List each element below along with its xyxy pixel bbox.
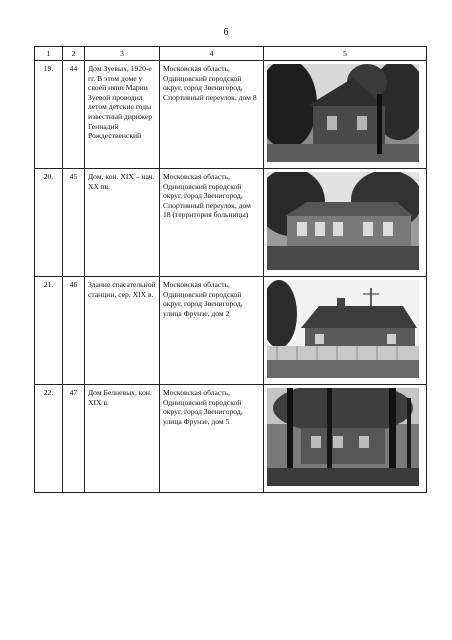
table-row [35, 277, 427, 385]
row-number: 22. [35, 385, 63, 493]
object-name: Здание спасательной станции, сер. XIX в. [85, 277, 160, 385]
house-photo [267, 172, 419, 270]
object-name: Дом Белневых, кон. XIX в. [85, 385, 160, 493]
house-photo [267, 388, 419, 486]
header-col-1: 1 [35, 47, 63, 61]
heritage-register-table [34, 46, 427, 493]
house-photo [267, 280, 419, 378]
row-number: 20. [35, 169, 63, 277]
header-col-4: 4 [160, 47, 264, 61]
object-id: 47 [63, 385, 85, 493]
object-address: Московская область, Одинцовский городской округ, город Звенигород, улица Фрунзе, дом 2 [160, 277, 264, 385]
table-row [35, 169, 427, 277]
object-address: Московская область, Одинцовский городской округ, город Звенигород, улица Фрунзе, дом 5 [160, 385, 264, 493]
page-number: 6 [223, 27, 229, 38]
house-photo [267, 64, 419, 162]
object-address: Московская область, Одинцовский городской округ, город Звенигород, Спортивный переулок, дом 8 [160, 61, 264, 169]
object-id: 45 [63, 169, 85, 277]
header-col-3: 3 [85, 47, 160, 61]
object-address: Московская область, Одинцовский городской округ, город Звенигород, Спортивный переулок, дом 18 (территория больницы) [160, 169, 264, 277]
object-name: Дом, кон. XIX – нач. XX вв. [85, 169, 160, 277]
table-row [35, 61, 427, 169]
row-number: 19. [35, 61, 63, 169]
header-col-2: 2 [63, 47, 85, 61]
object-id: 44 [63, 61, 85, 169]
row-number: 21. [35, 277, 63, 385]
object-name: Дом Зуевых, 1920-е гг. В этом доме у своей няни Марии Зуевой проводил летом детские годы известный дирижер Геннадий Рождественский [85, 61, 160, 169]
object-id: 46 [63, 277, 85, 385]
table-header-row [35, 47, 427, 61]
table-row [35, 385, 427, 493]
header-col-5: 5 [264, 47, 427, 61]
